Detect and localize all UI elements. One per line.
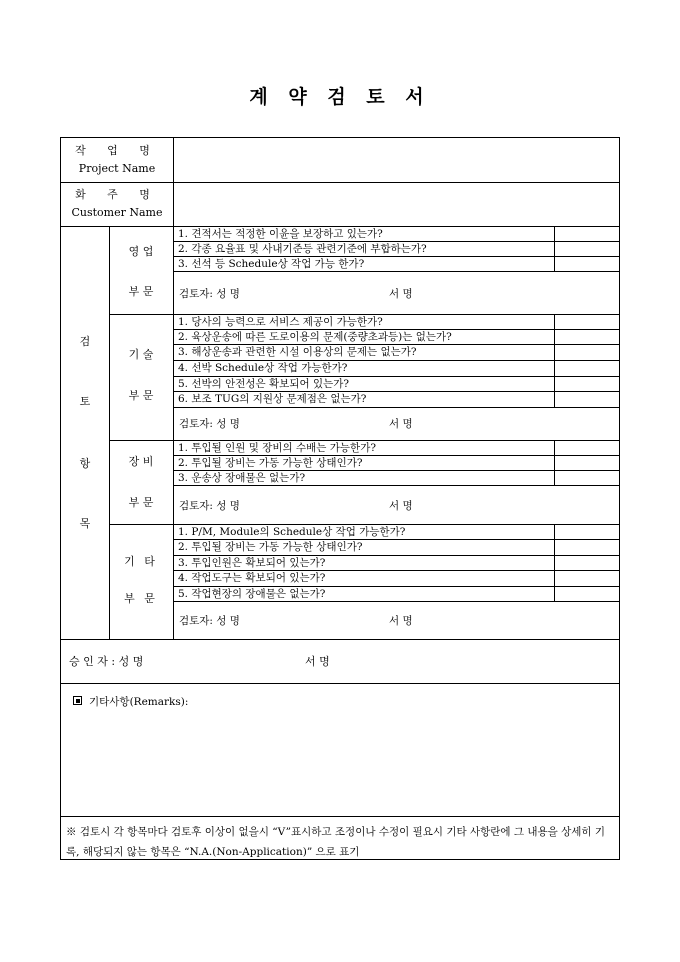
reviewer-name-label: 검토자: 성 명 (179, 500, 240, 512)
section-divider (61, 816, 619, 817)
other-check-cell[interactable] (555, 571, 619, 586)
reviewer-sign-label: 서 명 (389, 500, 413, 512)
sales-check-cell[interactable] (555, 257, 619, 271)
review-items-label-char: 항 (79, 457, 91, 470)
sales-check-cell[interactable] (555, 242, 619, 256)
customer-label-ko: 화 주 명 (75, 188, 159, 201)
remarks-field[interactable] (61, 712, 619, 816)
reviewer-sign-label: 서 명 (389, 418, 413, 430)
other-item: 2. 투입될 장비는 가동 가능한 상태인가? (178, 541, 363, 553)
col-divider-sub (173, 226, 174, 639)
technical-check-cell[interactable] (555, 392, 619, 407)
item-divider (173, 601, 619, 602)
reviewer-sign-label: 서 명 (389, 615, 413, 627)
technical-item: 1. 당사의 능력으로 서비스 제공이 가능한가? (178, 316, 383, 328)
other-reviewer-row (179, 614, 413, 628)
customer-name-field[interactable] (174, 183, 619, 226)
technical-dept-label-bottom: 부 문 (128, 389, 154, 402)
technical-check-cell[interactable] (555, 361, 619, 376)
reviewer-name-label: 검토자: 성 명 (179, 418, 240, 430)
equipment-check-cell[interactable] (555, 456, 619, 470)
remarks-heading (73, 694, 188, 709)
document-title: 계 약 검 토 서 (249, 86, 431, 108)
review-items-label-char: 검 (79, 335, 91, 348)
sales-dept-label-top: 영 업 (128, 245, 154, 258)
sales-reviewer-row (179, 287, 413, 301)
item-divider (173, 407, 619, 408)
item-divider (173, 485, 619, 486)
other-item: 5. 작업현장의 장애물은 없는가? (178, 588, 326, 600)
sales-check-cell[interactable] (555, 227, 619, 241)
technical-item: 6. 보조 TUG의 지원상 문제점은 없는가? (178, 393, 367, 405)
remarks-label: 기타사항(Remarks): (89, 696, 189, 708)
sales-dept-label-bottom: 부 문 (128, 285, 154, 298)
other-check-cell[interactable] (555, 525, 619, 539)
sales-item: 1. 견적서는 적정한 이윤을 보장하고 있는가? (178, 228, 383, 240)
filled-square-icon (73, 696, 82, 705)
footnote: ※ 검토시 각 항목마다 검토후 이상이 없을시 “V”표시하고 조정이나 수정이 필요시 기타 사항란에 그 내용을 상세히 기록, 해당되지 않는 항목은 “N.A.(Non-Application)” 으로 표기 (66, 826, 606, 858)
customer-label-en: Customer Name (71, 206, 163, 219)
section-divider (61, 639, 619, 640)
equipment-item: 1. 투입될 인원 및 장비의 수배는 가능한가? (178, 442, 376, 454)
review-items-label-char: 토 (79, 395, 91, 408)
equipment-dept-label-bottom: 부 문 (128, 496, 154, 509)
sales-item: 3. 선석 등 Schedule상 작업 가능 한가? (178, 258, 365, 270)
approver-name-label: 승 인 자 : 성 명 (69, 655, 144, 668)
contract-review-form (60, 137, 620, 860)
equipment-check-cell[interactable] (555, 471, 619, 485)
other-item: 1. P/M, Module의 Schedule상 작업 가능한가? (178, 526, 406, 538)
other-dept-label-bottom: 부 문 (124, 592, 158, 605)
equipment-dept-label-top: 장 비 (128, 455, 154, 468)
item-divider (173, 271, 619, 272)
approver-row (69, 653, 330, 669)
sales-item: 2. 각종 요율표 및 사내기준등 관련기준에 부합하는가? (178, 243, 427, 255)
reviewer-sign-label: 서 명 (389, 288, 413, 300)
other-item: 3. 투입인원은 확보되어 있는가? (178, 557, 326, 569)
approver-sign-label: 서 명 (305, 655, 330, 668)
technical-reviewer-row (179, 417, 413, 431)
technical-check-cell[interactable] (555, 330, 619, 344)
other-check-cell[interactable] (555, 540, 619, 555)
technical-dept-label-top: 기 술 (128, 348, 154, 361)
equipment-reviewer-row (179, 499, 413, 513)
project-label-en: Project Name (78, 162, 156, 175)
project-label-ko: 작 업 명 (75, 144, 159, 157)
technical-item: 2. 육상운송에 따른 도로이용의 문제(중량초과등)는 없는가? (178, 331, 452, 343)
project-name-field[interactable] (174, 138, 619, 182)
equipment-item: 3. 운송상 장애물은 없는가? (178, 472, 306, 484)
technical-check-cell[interactable] (555, 315, 619, 329)
technical-check-cell[interactable] (555, 345, 619, 360)
section-divider (61, 683, 619, 684)
equipment-check-cell[interactable] (555, 441, 619, 455)
other-item: 4. 작업도구는 확보되어 있는가? (178, 572, 326, 584)
technical-check-cell[interactable] (555, 377, 619, 391)
other-check-cell[interactable] (555, 556, 619, 570)
other-dept-label-top: 기 타 (124, 555, 158, 568)
other-check-cell[interactable] (555, 587, 619, 601)
technical-item: 3. 해상운송과 관련한 시설 이용상의 문제는 없는가? (178, 346, 417, 358)
equipment-item: 2. 투입될 장비는 가동 가능한 상태인가? (178, 457, 363, 469)
technical-item: 5. 선박의 안전성은 확보되어 있는가? (178, 378, 349, 390)
reviewer-name-label: 검토자: 성 명 (179, 615, 240, 627)
review-items-label-char: 목 (79, 517, 91, 530)
technical-item: 4. 선박 Schedule상 작업 가능한가? (178, 362, 348, 374)
reviewer-name-label: 검토자: 성 명 (179, 288, 240, 300)
